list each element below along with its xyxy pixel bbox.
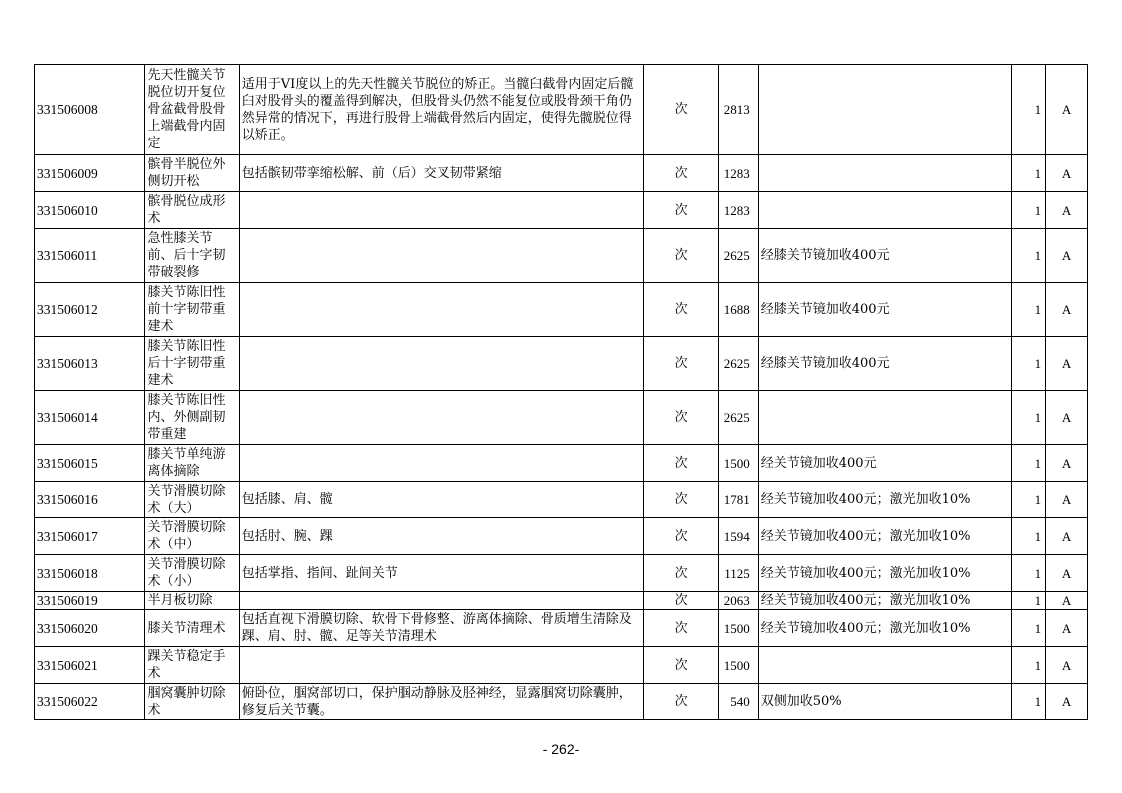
item-name: 髌骨半脱位外侧切开松 [145, 155, 239, 192]
item-code: 331506015 [35, 445, 145, 482]
item-grade: A [1046, 391, 1088, 445]
item-name: 膝关节清理术 [145, 610, 239, 647]
item-name: 急性膝关节前、后十字韧带破裂修 [145, 229, 239, 283]
item-description: 包括肘、腕、踝 [239, 518, 643, 555]
item-unit: 次 [644, 283, 719, 337]
item-code: 331506016 [35, 482, 145, 518]
item-unit: 次 [644, 192, 719, 229]
item-note [758, 391, 1011, 445]
item-count: 1 [1011, 283, 1045, 337]
item-price: 1283 [719, 155, 759, 192]
item-note [758, 192, 1011, 229]
item-description: 包括膝、肩、髋 [239, 482, 643, 518]
item-grade: A [1046, 555, 1088, 592]
item-code: 331506009 [35, 155, 145, 192]
item-price: 1125 [719, 555, 759, 592]
item-note: 经关节镜加收400元；激光加收10% [758, 482, 1011, 518]
item-price: 1500 [719, 610, 759, 647]
item-grade: A [1046, 684, 1088, 720]
item-name: 关节滑膜切除术（小） [145, 555, 239, 592]
item-price: 1283 [719, 192, 759, 229]
item-name: 髌骨脱位成形术 [145, 192, 239, 229]
item-code: 331506008 [35, 65, 145, 155]
item-unit: 次 [644, 647, 719, 684]
item-count: 1 [1011, 391, 1045, 445]
item-grade: A [1046, 610, 1088, 647]
item-grade: A [1046, 482, 1088, 518]
item-unit: 次 [644, 65, 719, 155]
item-code: 331506020 [35, 610, 145, 647]
item-description [239, 283, 643, 337]
item-description: 适用于VI度以上的先天性髋关节脱位的矫正。当髋臼截骨内固定后髋臼对股骨头的覆盖得到解决，但股骨头仍然不能复位或股骨颈干角仍然异常的情况下，再进行股骨上端截骨然后内固定，使得先髋脱位得以矫正。 [239, 65, 643, 155]
table-row [35, 155, 1088, 192]
item-price: 2625 [719, 229, 759, 283]
item-count: 1 [1011, 229, 1045, 283]
item-grade: A [1046, 155, 1088, 192]
item-code: 331506013 [35, 337, 145, 391]
item-price: 1500 [719, 647, 759, 684]
item-grade: A [1046, 65, 1088, 155]
item-name: 关节滑膜切除术（中） [145, 518, 239, 555]
item-description [239, 647, 643, 684]
item-code: 331506017 [35, 518, 145, 555]
item-count: 1 [1011, 647, 1045, 684]
item-code: 331506014 [35, 391, 145, 445]
item-count: 1 [1011, 592, 1045, 610]
item-count: 1 [1011, 192, 1045, 229]
item-price: 540 [719, 684, 759, 720]
item-name: 踝关节稳定手术 [145, 647, 239, 684]
item-code: 331506010 [35, 192, 145, 229]
item-description [239, 391, 643, 445]
item-unit: 次 [644, 684, 719, 720]
item-unit: 次 [644, 155, 719, 192]
item-description: 包括掌指、指间、趾间关节 [239, 555, 643, 592]
item-price: 2625 [719, 337, 759, 391]
item-description: 包括直视下滑膜切除、软骨下骨修整、游离体摘除、骨质增生清除及踝、肩、肘、髋、足等关节清理术 [239, 610, 643, 647]
item-note: 双侧加收50% [758, 684, 1011, 720]
table-row [35, 592, 1088, 610]
item-grade: A [1046, 647, 1088, 684]
item-count: 1 [1011, 482, 1045, 518]
item-price: 2813 [719, 65, 759, 155]
item-price: 2625 [719, 391, 759, 445]
item-count: 1 [1011, 337, 1045, 391]
item-count: 1 [1011, 555, 1045, 592]
item-unit: 次 [644, 337, 719, 391]
table-row [35, 684, 1088, 720]
table-row [35, 482, 1088, 518]
item-unit: 次 [644, 229, 719, 283]
item-grade: A [1046, 192, 1088, 229]
item-name: 膝关节陈旧性前十字韧带重建术 [145, 283, 239, 337]
item-price: 1688 [719, 283, 759, 337]
item-description: 包括髌韧带挛缩松解、前（后）交叉韧带紧缩 [239, 155, 643, 192]
table-row [35, 283, 1088, 337]
item-description [239, 592, 643, 610]
table-row [35, 337, 1088, 391]
item-unit: 次 [644, 518, 719, 555]
item-note [758, 155, 1011, 192]
table-row [35, 192, 1088, 229]
item-count: 1 [1011, 684, 1045, 720]
item-grade: A [1046, 592, 1088, 610]
item-name: 膝关节陈旧性内、外侧副韧带重建 [145, 391, 239, 445]
item-code: 331506021 [35, 647, 145, 684]
item-unit: 次 [644, 482, 719, 518]
item-note: 经膝关节镜加收400元 [758, 337, 1011, 391]
item-price: 1781 [719, 482, 759, 518]
item-note [758, 65, 1011, 155]
item-count: 1 [1011, 518, 1045, 555]
item-note: 经关节镜加收400元；激光加收10% [758, 592, 1011, 610]
item-note: 经关节镜加收400元 [758, 445, 1011, 482]
item-name: 半月板切除 [145, 592, 239, 610]
item-name: 膝关节单纯游离体摘除 [145, 445, 239, 482]
item-note: 经膝关节镜加收400元 [758, 229, 1011, 283]
item-unit: 次 [644, 592, 719, 610]
page-number: - 262- [542, 741, 580, 757]
item-price: 1594 [719, 518, 759, 555]
item-code: 331506019 [35, 592, 145, 610]
item-unit: 次 [644, 555, 719, 592]
table-row [35, 555, 1088, 592]
table-row [35, 65, 1088, 155]
table-row [35, 647, 1088, 684]
item-code: 331506022 [35, 684, 145, 720]
item-code: 331506018 [35, 555, 145, 592]
item-name: 关节滑膜切除术（大） [145, 482, 239, 518]
item-note: 经关节镜加收400元；激光加收10% [758, 518, 1011, 555]
table-row [35, 445, 1088, 482]
item-note: 经关节镜加收400元；激光加收10% [758, 610, 1011, 647]
item-description [239, 337, 643, 391]
item-count: 1 [1011, 610, 1045, 647]
item-note [758, 647, 1011, 684]
item-code: 331506012 [35, 283, 145, 337]
item-code: 331506011 [35, 229, 145, 283]
fee-table [34, 64, 1088, 720]
item-grade: A [1046, 518, 1088, 555]
item-count: 1 [1011, 155, 1045, 192]
item-grade: A [1046, 445, 1088, 482]
table-row [35, 518, 1088, 555]
item-grade: A [1046, 337, 1088, 391]
item-grade: A [1046, 283, 1088, 337]
table-row [35, 610, 1088, 647]
item-grade: A [1046, 229, 1088, 283]
item-count: 1 [1011, 445, 1045, 482]
item-note: 经关节镜加收400元；激光加收10% [758, 555, 1011, 592]
item-unit: 次 [644, 610, 719, 647]
item-unit: 次 [644, 391, 719, 445]
table-row [35, 391, 1088, 445]
item-name: 腘窝囊肿切除术 [145, 684, 239, 720]
item-description [239, 445, 643, 482]
item-description [239, 229, 643, 283]
table-row [35, 229, 1088, 283]
item-unit: 次 [644, 445, 719, 482]
item-name: 膝关节陈旧性后十字韧带重建术 [145, 337, 239, 391]
item-description [239, 192, 643, 229]
item-price: 1500 [719, 445, 759, 482]
item-price: 2063 [719, 592, 759, 610]
item-note: 经膝关节镜加收400元 [758, 283, 1011, 337]
item-description: 俯卧位，腘窝部切口，保护腘动静脉及胫神经，显露腘窝切除囊肿，修复后关节囊。 [239, 684, 643, 720]
item-name: 先天性髋关节脱位切开复位骨盆截骨股骨上端截骨内固定 [145, 65, 239, 155]
item-count: 1 [1011, 65, 1045, 155]
